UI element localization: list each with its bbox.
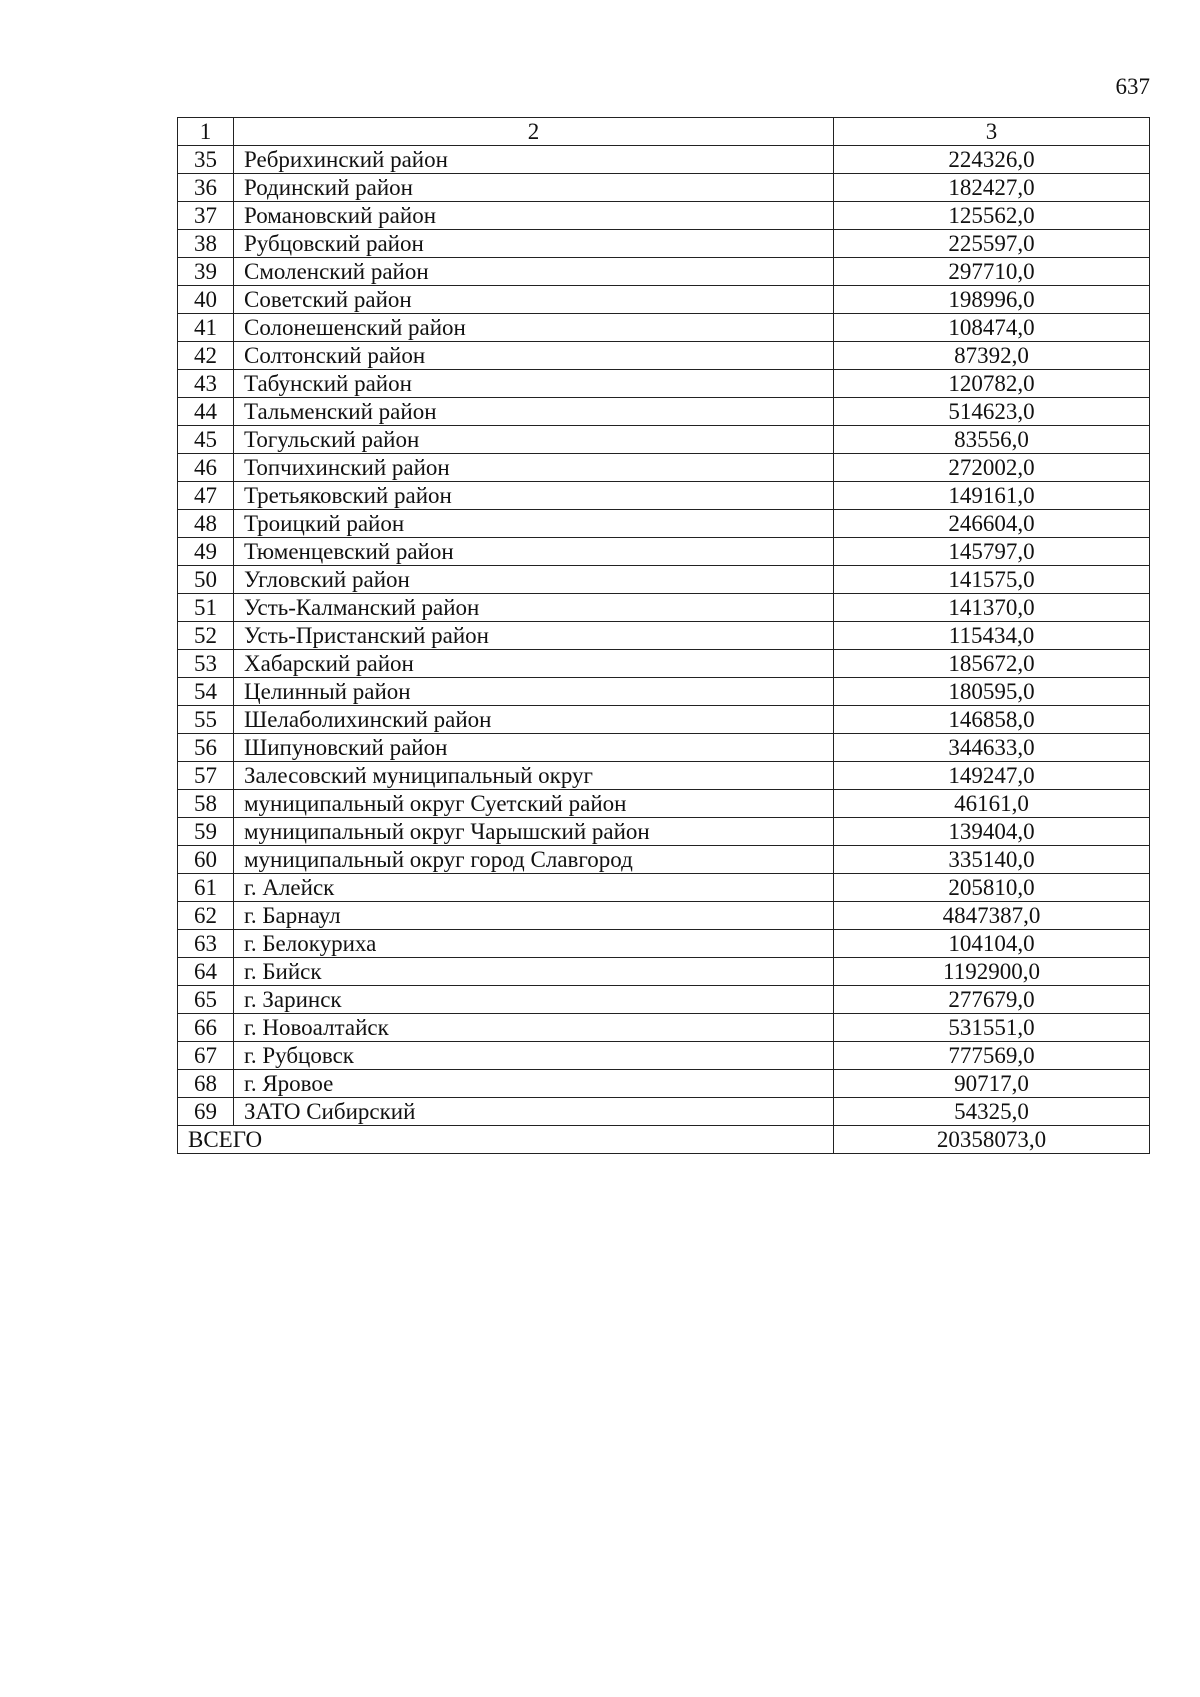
row-name: Солтонский район	[234, 342, 834, 370]
row-value: 225597,0	[834, 230, 1150, 258]
row-number: 57	[178, 762, 234, 790]
row-value: 335140,0	[834, 846, 1150, 874]
total-row	[178, 1126, 1150, 1154]
row-value: 198996,0	[834, 286, 1150, 314]
row-value: 777569,0	[834, 1042, 1150, 1070]
row-name: Тогульский район	[234, 426, 834, 454]
table-row	[178, 398, 1150, 426]
row-number: 38	[178, 230, 234, 258]
table-row	[178, 1042, 1150, 1070]
table-row	[178, 1098, 1150, 1126]
row-value: 146858,0	[834, 706, 1150, 734]
table-row	[178, 930, 1150, 958]
row-value: 145797,0	[834, 538, 1150, 566]
row-value: 141370,0	[834, 594, 1150, 622]
row-value: 1192900,0	[834, 958, 1150, 986]
table-row	[178, 566, 1150, 594]
data-table	[177, 117, 1150, 1154]
row-name: Топчихинский район	[234, 454, 834, 482]
row-name: г. Заринск	[234, 986, 834, 1014]
row-value: 83556,0	[834, 426, 1150, 454]
row-number: 60	[178, 846, 234, 874]
row-name: Смоленский район	[234, 258, 834, 286]
row-name: г. Белокуриха	[234, 930, 834, 958]
table-row	[178, 650, 1150, 678]
page-number: 637	[1115, 74, 1150, 99]
row-value: 141575,0	[834, 566, 1150, 594]
table-row	[178, 734, 1150, 762]
table-row	[178, 202, 1150, 230]
row-number: 41	[178, 314, 234, 342]
row-value: 104104,0	[834, 930, 1150, 958]
row-number: 52	[178, 622, 234, 650]
row-name: Родинский район	[234, 174, 834, 202]
row-name: Тюменцевский район	[234, 538, 834, 566]
table-row	[178, 678, 1150, 706]
row-name: Тальменский район	[234, 398, 834, 426]
row-value: 246604,0	[834, 510, 1150, 538]
row-number: 56	[178, 734, 234, 762]
row-name: ЗАТО Сибирский	[234, 1098, 834, 1126]
table-row	[178, 482, 1150, 510]
row-value: 149161,0	[834, 482, 1150, 510]
row-number: 49	[178, 538, 234, 566]
table-row	[178, 846, 1150, 874]
row-name: Усть-Пристанский район	[234, 622, 834, 650]
table-row	[178, 874, 1150, 902]
row-value: 297710,0	[834, 258, 1150, 286]
table-row	[178, 510, 1150, 538]
table-row	[178, 762, 1150, 790]
row-value: 115434,0	[834, 622, 1150, 650]
row-number: 58	[178, 790, 234, 818]
row-number: 67	[178, 1042, 234, 1070]
table-header-row	[178, 118, 1150, 146]
row-value: 149247,0	[834, 762, 1150, 790]
table-body	[178, 118, 1150, 1154]
row-number: 53	[178, 650, 234, 678]
row-value: 272002,0	[834, 454, 1150, 482]
row-value: 180595,0	[834, 678, 1150, 706]
row-value: 205810,0	[834, 874, 1150, 902]
row-number: 50	[178, 566, 234, 594]
row-number: 64	[178, 958, 234, 986]
row-number: 48	[178, 510, 234, 538]
row-number: 51	[178, 594, 234, 622]
table-row	[178, 454, 1150, 482]
row-name: Угловский район	[234, 566, 834, 594]
row-number: 47	[178, 482, 234, 510]
row-value: 344633,0	[834, 734, 1150, 762]
header-col-2: 2	[234, 118, 834, 146]
row-number: 55	[178, 706, 234, 734]
table-row	[178, 342, 1150, 370]
row-name: Усть-Калманский район	[234, 594, 834, 622]
table-row	[178, 958, 1150, 986]
row-number: 69	[178, 1098, 234, 1126]
row-number: 61	[178, 874, 234, 902]
row-name: Троицкий район	[234, 510, 834, 538]
row-name: г. Яровое	[234, 1070, 834, 1098]
table-row	[178, 538, 1150, 566]
row-number: 46	[178, 454, 234, 482]
row-name: Шипуновский район	[234, 734, 834, 762]
row-number: 68	[178, 1070, 234, 1098]
row-value: 277679,0	[834, 986, 1150, 1014]
row-name: Солонешенский район	[234, 314, 834, 342]
row-name: г. Новоалтайск	[234, 1014, 834, 1042]
row-value: 125562,0	[834, 202, 1150, 230]
row-value: 185672,0	[834, 650, 1150, 678]
table-row	[178, 258, 1150, 286]
row-value: 108474,0	[834, 314, 1150, 342]
row-value: 139404,0	[834, 818, 1150, 846]
row-name: Хабарский район	[234, 650, 834, 678]
row-number: 44	[178, 398, 234, 426]
row-name: муниципальный округ город Славгород	[234, 846, 834, 874]
table-row	[178, 706, 1150, 734]
row-name: г. Бийск	[234, 958, 834, 986]
row-value: 514623,0	[834, 398, 1150, 426]
row-name: Шелаболихинский район	[234, 706, 834, 734]
row-number: 36	[178, 174, 234, 202]
row-name: г. Рубцовск	[234, 1042, 834, 1070]
table-row	[178, 986, 1150, 1014]
row-name: Залесовский муниципальный округ	[234, 762, 834, 790]
table-row	[178, 594, 1150, 622]
row-name: Ребрихинский район	[234, 146, 834, 174]
row-name: г. Барнаул	[234, 902, 834, 930]
header-col-1: 1	[178, 118, 234, 146]
row-value: 46161,0	[834, 790, 1150, 818]
table-row	[178, 1014, 1150, 1042]
row-number: 54	[178, 678, 234, 706]
row-number: 42	[178, 342, 234, 370]
table-row	[178, 818, 1150, 846]
row-number: 66	[178, 1014, 234, 1042]
total-value: 20358073,0	[834, 1126, 1150, 1154]
table-row	[178, 622, 1150, 650]
row-value: 531551,0	[834, 1014, 1150, 1042]
row-name: муниципальный округ Чарышский район	[234, 818, 834, 846]
row-value: 120782,0	[834, 370, 1150, 398]
row-value: 87392,0	[834, 342, 1150, 370]
row-number: 37	[178, 202, 234, 230]
row-number: 45	[178, 426, 234, 454]
row-number: 62	[178, 902, 234, 930]
table-row	[178, 314, 1150, 342]
row-number: 40	[178, 286, 234, 314]
row-name: Целинный район	[234, 678, 834, 706]
row-name: Табунский район	[234, 370, 834, 398]
table-row	[178, 230, 1150, 258]
row-name: г. Алейск	[234, 874, 834, 902]
table-row	[178, 370, 1150, 398]
row-value: 224326,0	[834, 146, 1150, 174]
row-number: 43	[178, 370, 234, 398]
table-row	[178, 146, 1150, 174]
row-name: Рубцовский район	[234, 230, 834, 258]
table-row	[178, 902, 1150, 930]
table-row	[178, 174, 1150, 202]
row-name: Советский район	[234, 286, 834, 314]
row-number: 39	[178, 258, 234, 286]
row-value: 54325,0	[834, 1098, 1150, 1126]
header-col-3: 3	[834, 118, 1150, 146]
table-row	[178, 426, 1150, 454]
row-name: муниципальный округ Суетский район	[234, 790, 834, 818]
row-value: 182427,0	[834, 174, 1150, 202]
total-label: ВСЕГО	[178, 1126, 834, 1154]
table-row	[178, 790, 1150, 818]
table-row	[178, 286, 1150, 314]
table-row	[178, 1070, 1150, 1098]
row-number: 63	[178, 930, 234, 958]
row-number: 35	[178, 146, 234, 174]
row-number: 59	[178, 818, 234, 846]
row-value: 90717,0	[834, 1070, 1150, 1098]
row-number: 65	[178, 986, 234, 1014]
row-name: Романовский район	[234, 202, 834, 230]
row-name: Третьяковский район	[234, 482, 834, 510]
row-value: 4847387,0	[834, 902, 1150, 930]
